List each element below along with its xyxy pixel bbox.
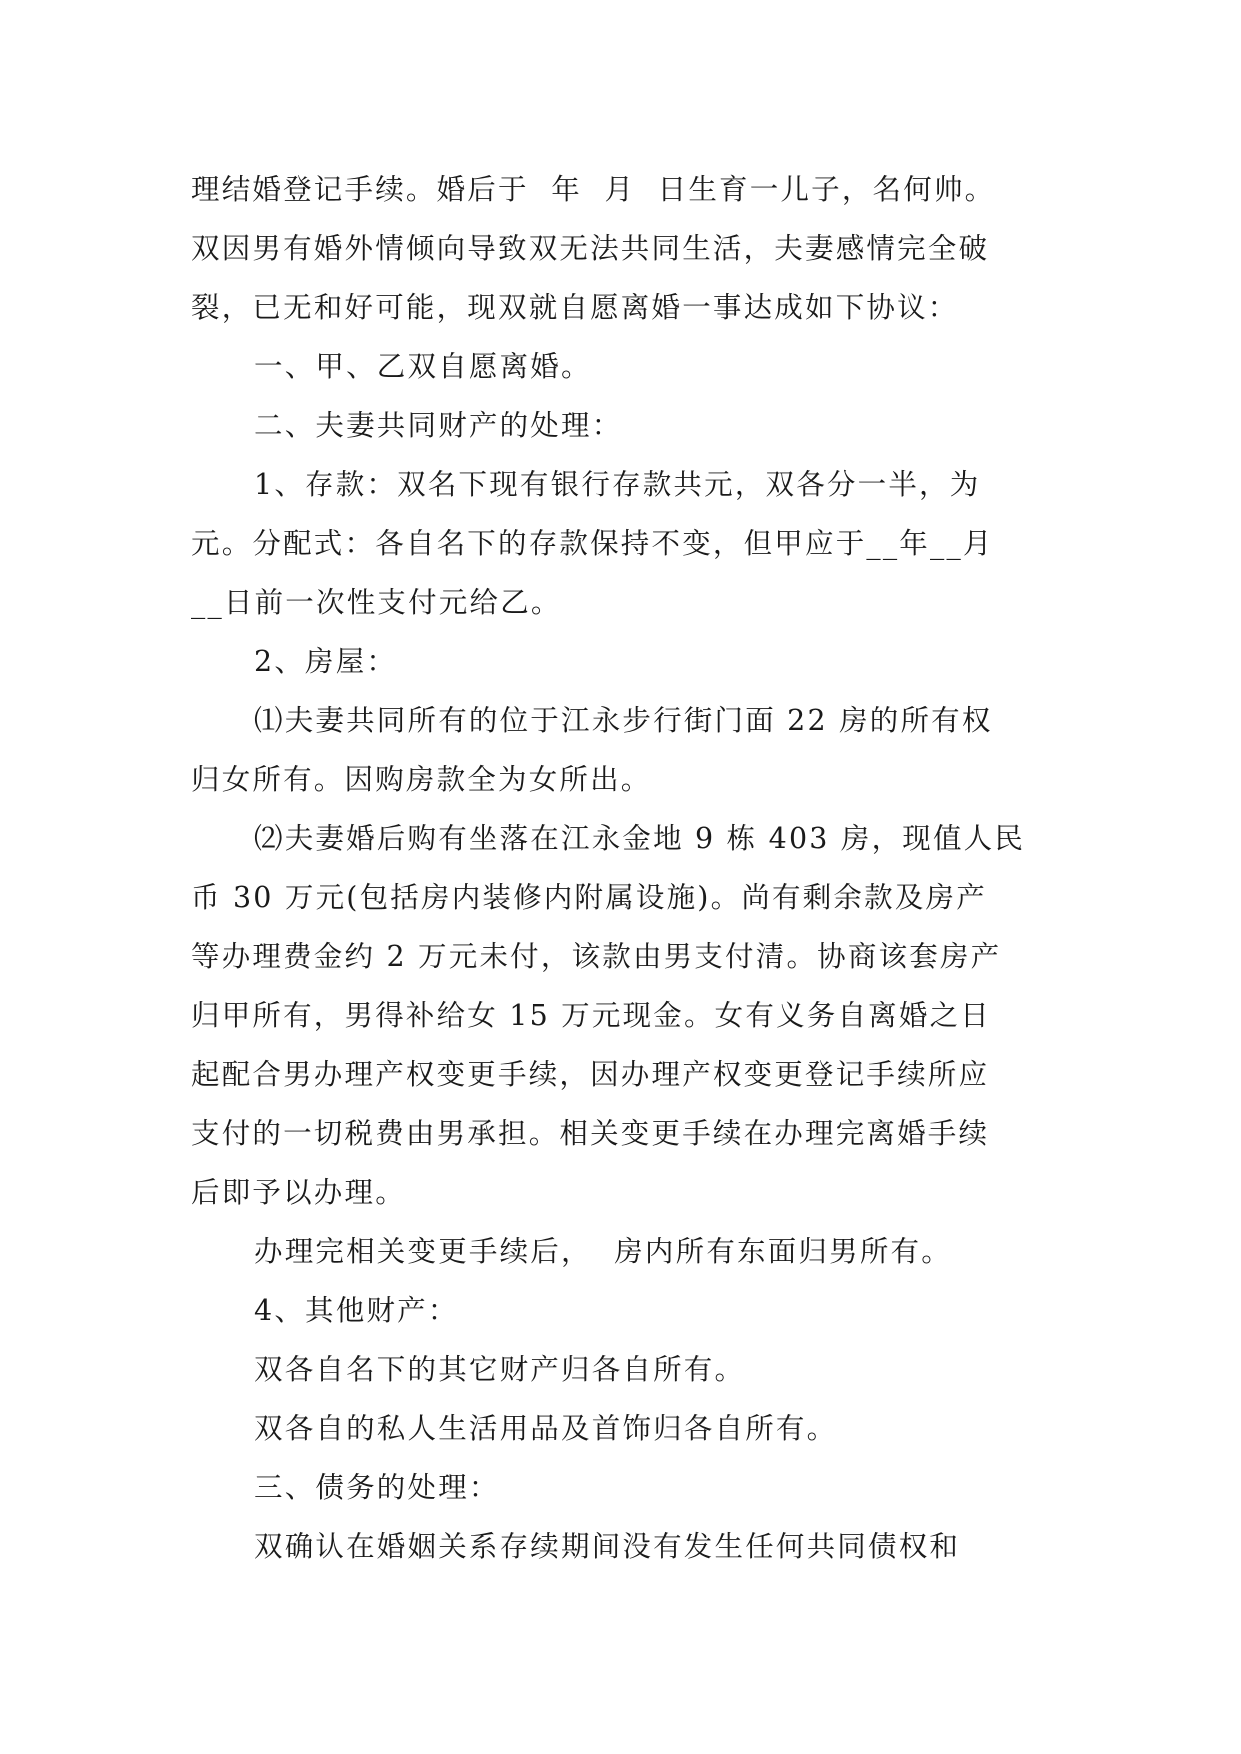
document-body bbox=[191, 160, 1051, 1576]
paragraph-line: 币 30 万元(包括房内装修内附属设施)。尚有剩余款及房产 bbox=[191, 881, 987, 914]
paragraph-line: 归女所有。因购房款全为女所出。 bbox=[191, 763, 652, 796]
paragraph-line: 元。分配式：各自名下的存款保持不变，但甲应于__年__月 bbox=[191, 527, 994, 560]
paragraph-line: 双确认在婚姻关系存续期间没有发生任何共同债权和 bbox=[254, 1530, 961, 1563]
paragraph-line: 双各自的私人生活用品及首饰归各自所有。 bbox=[254, 1412, 838, 1445]
paragraph-line: 双各自名下的其它财产归各自所有。 bbox=[254, 1353, 746, 1386]
paragraph-line: 起配合男办理产权变更手续，因办理产权变更登记手续所应 bbox=[191, 1058, 990, 1091]
paragraph-line: 双因男有婚外情倾向导致双无法共同生活，夫妻感情完全破 bbox=[191, 232, 990, 265]
paragraph-line: 一、甲、乙双自愿离婚。 bbox=[254, 350, 592, 383]
paragraph-line: 等办理费金约 2 万元未付，该款由男支付清。协商该套房产 bbox=[191, 940, 1002, 973]
paragraph-line: 1、存款：双名下现有银行存款共元，双各分一半，为 bbox=[254, 468, 981, 501]
paragraph-line: __日前一次性支付元给乙。 bbox=[191, 586, 562, 619]
paragraph-line: 理结婚登记手续。婚后于 年 月 日生育一儿子，名何帅。 bbox=[191, 173, 996, 206]
paragraph-line: 办理完相关变更手续后， 房内所有东面归男所有。 bbox=[254, 1235, 952, 1268]
paragraph-line: ⑵夫妻婚后购有坐落在江永金地 9 栋 403 房，现值人民 bbox=[254, 822, 1026, 855]
paragraph-line: 二、夫妻共同财产的处理： bbox=[254, 409, 623, 442]
paragraph-line: 三、债务的处理： bbox=[254, 1471, 500, 1504]
paragraph-line: 2、房屋： bbox=[254, 645, 398, 678]
paragraph-line: 后即予以办理。 bbox=[191, 1176, 406, 1209]
paragraph-line: 归甲所有，男得补给女 15 万元现金。女有义务自离婚之日 bbox=[191, 999, 991, 1032]
paragraph-line: 裂，已无和好可能，现双就自愿离婚一事达成如下协议： bbox=[191, 291, 959, 324]
paragraph-line: 支付的一切税费由男承担。相关变更手续在办理完离婚手续 bbox=[191, 1117, 990, 1150]
paragraph-line: ⑴夫妻共同所有的位于江永步行街门面 22 房的所有权 bbox=[254, 704, 993, 737]
paragraph-line: 4、其他财产： bbox=[254, 1294, 459, 1327]
